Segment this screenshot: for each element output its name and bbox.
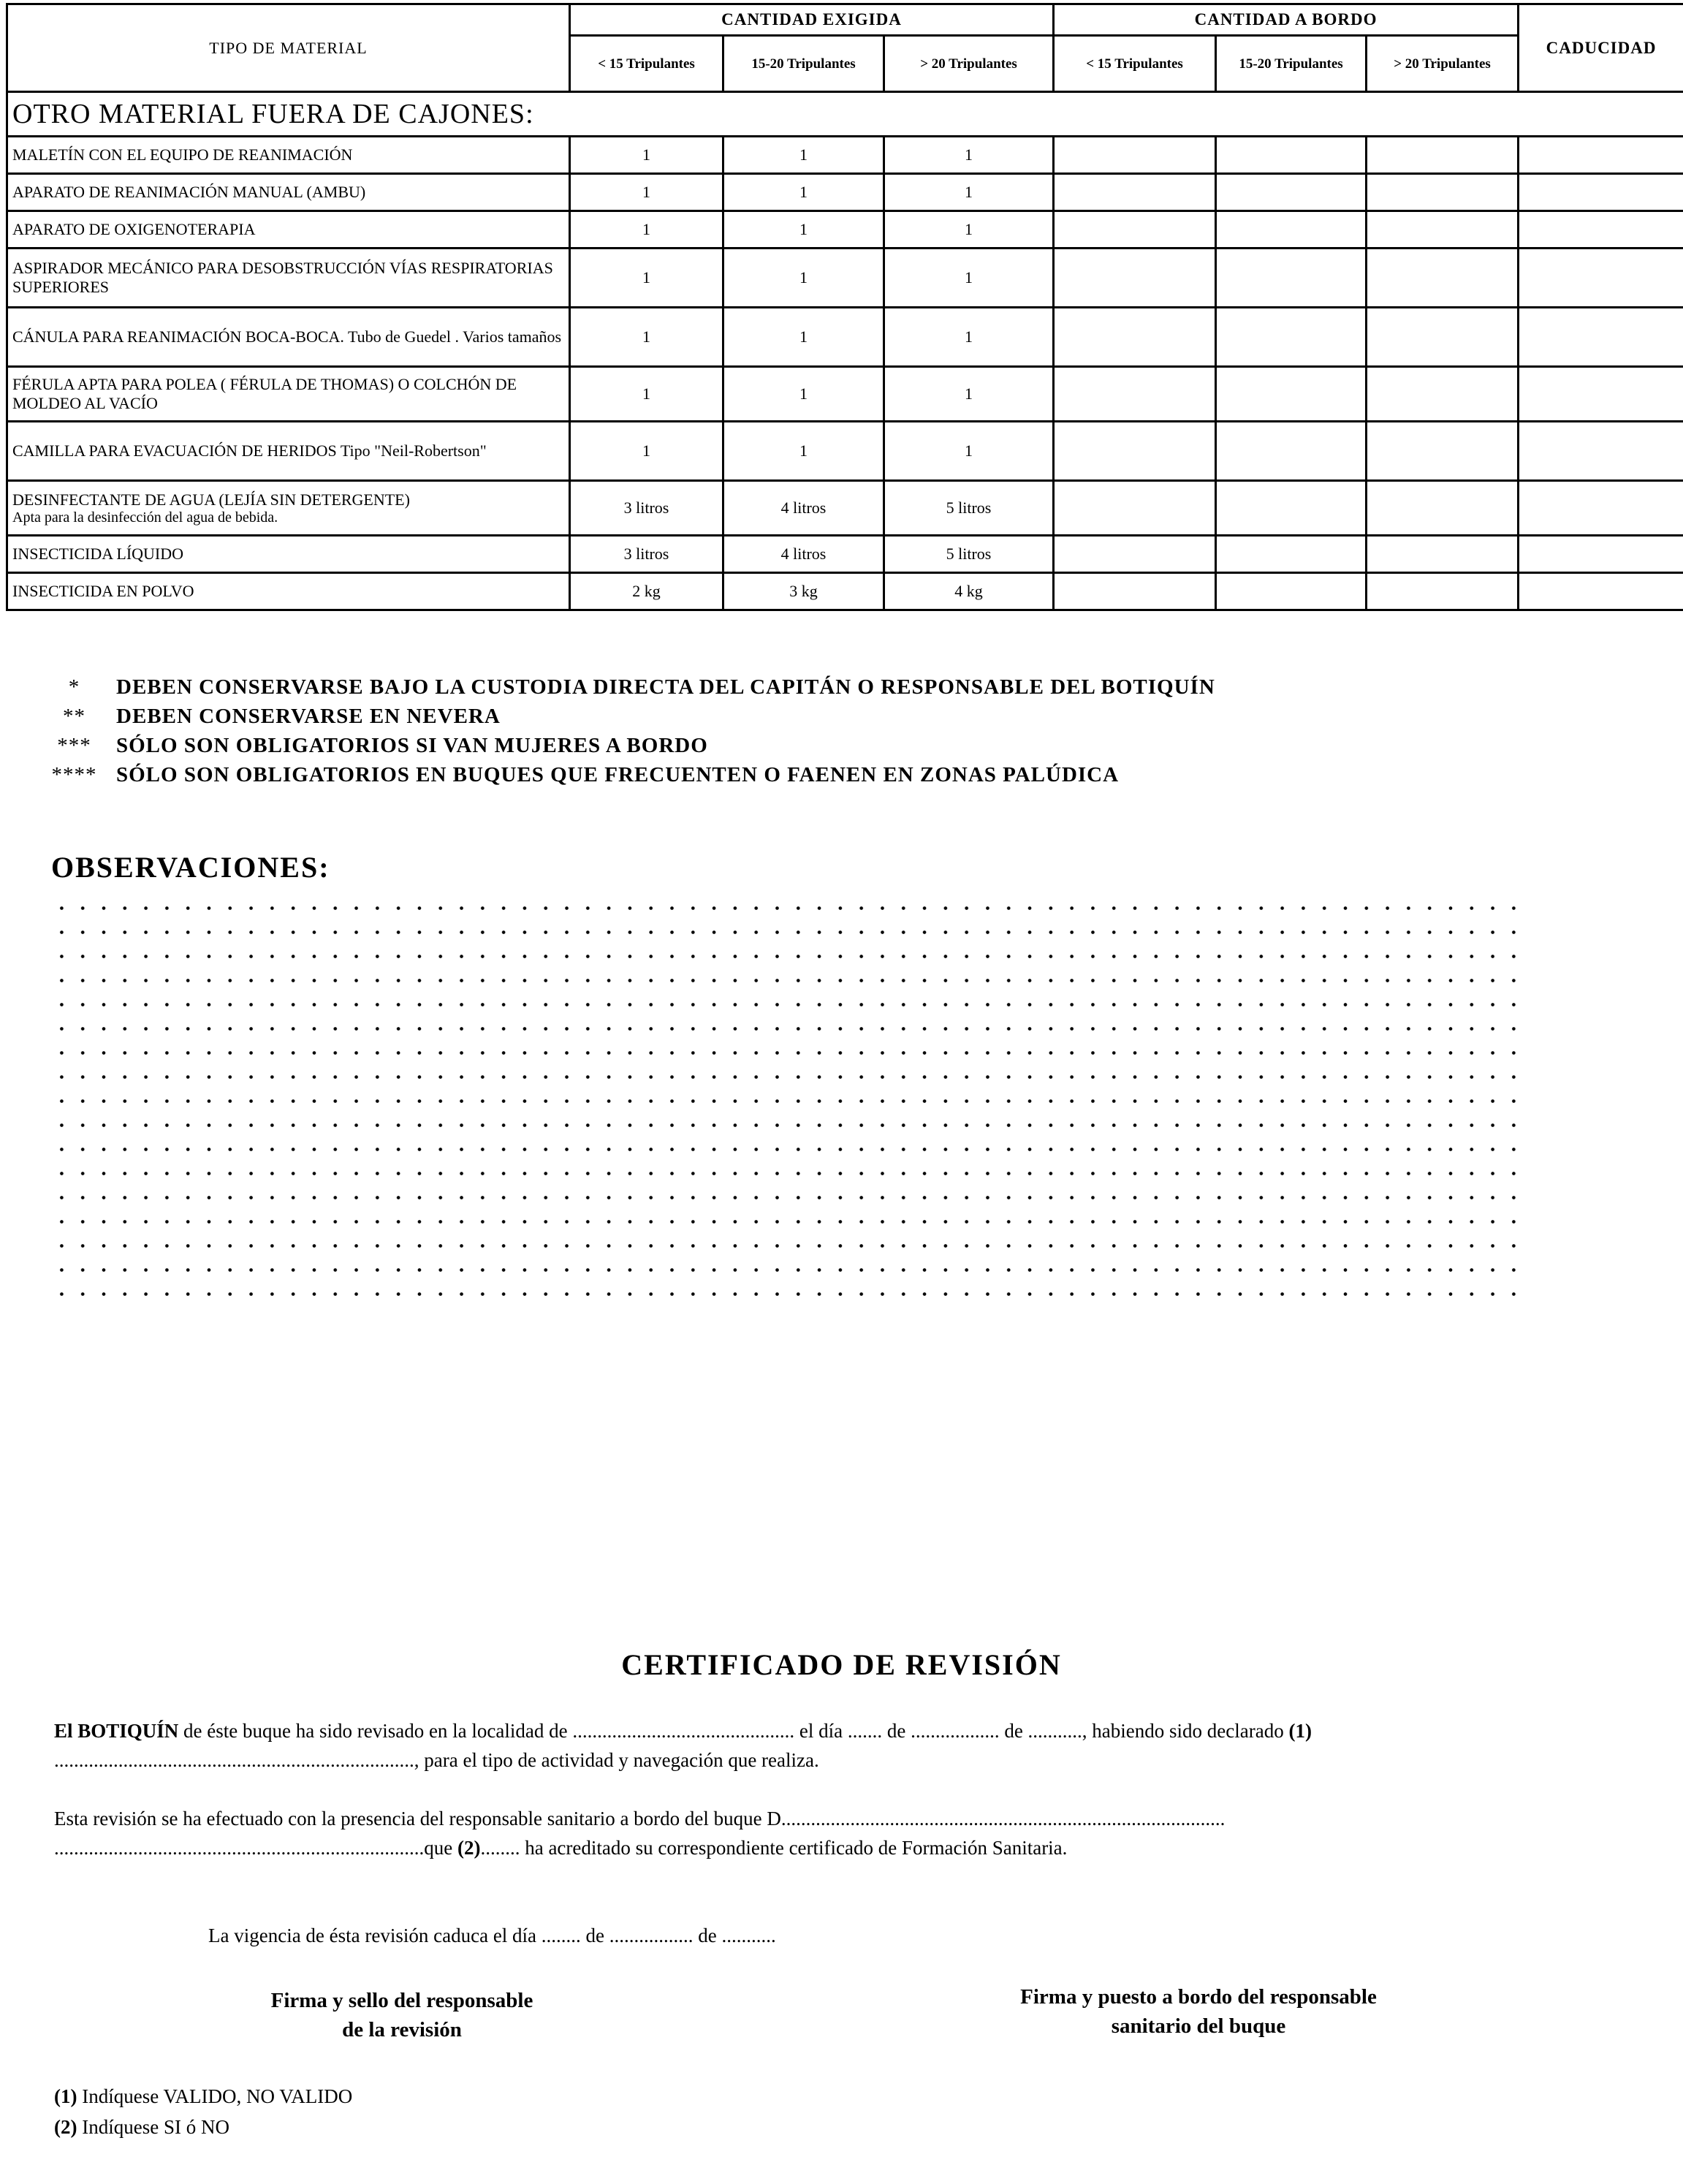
observation-line[interactable]: [51, 1161, 1527, 1186]
caducidad-cell[interactable]: [1519, 249, 1683, 308]
note-text: DEBEN CONSERVARSE EN NEVERA: [116, 704, 501, 728]
cantidad-bordo-cell[interactable]: [1054, 174, 1216, 211]
cantidad-bordo-cell[interactable]: [1367, 174, 1519, 211]
cantidad-exigida-cell: 1: [570, 422, 723, 481]
cantidad-bordo-cell[interactable]: [1054, 573, 1216, 610]
observation-line[interactable]: [51, 1017, 1527, 1041]
botiquin-label: El BOTIQUÍN: [54, 1720, 179, 1742]
observation-line[interactable]: [51, 1186, 1527, 1210]
caducidad-cell[interactable]: [1519, 174, 1683, 211]
cantidad-bordo-cell[interactable]: [1216, 536, 1367, 573]
exigida-col-1: 15-20 Tripulantes: [723, 36, 884, 92]
observation-line[interactable]: [51, 968, 1527, 993]
material-name-text: ASPIRADOR MECÁNICO PARA DESOBSTRUCCIÓN VÍAS RESPIRATORIAS SUPERIORES: [12, 259, 553, 296]
cantidad-exigida-cell: 1: [884, 211, 1054, 249]
cantidad-exigida-cell: 3 litros: [570, 481, 723, 536]
note-mark: ***: [57, 733, 91, 757]
material-table: [6, 3, 1683, 611]
cantidad-exigida-cell: 1: [570, 137, 723, 174]
fn1-num: (1): [54, 2085, 77, 2107]
note-text: SÓLO SON OBLIGATORIOS EN BUQUES QUE FRECUENTEN O FAENEN EN ZONAS PALÚDICA: [116, 762, 1120, 786]
cantidad-bordo-cell[interactable]: [1054, 308, 1216, 367]
cantidad-exigida-cell: 1: [570, 249, 723, 308]
table-row: [7, 174, 1683, 211]
material-name-text: FÉRULA APTA PARA POLEA ( FÉRULA DE THOMAS) O COLCHÓN DE MOLDEO AL VACÍO: [12, 375, 517, 412]
caducidad-cell[interactable]: [1519, 573, 1683, 610]
observation-line[interactable]: [51, 1041, 1527, 1065]
cantidad-exigida-cell: 1: [884, 249, 1054, 308]
caducidad-cell[interactable]: [1519, 137, 1683, 174]
header-caducidad: CADUCIDAD: [1519, 4, 1683, 92]
observation-line[interactable]: [51, 920, 1527, 944]
certificado-paragraph-2: [54, 1804, 1538, 1862]
observation-line[interactable]: [51, 1113, 1527, 1137]
material-name-text: CÁNULA PARA REANIMACIÓN BOCA-BOCA. Tubo de Guedel . Varios tamaños: [12, 327, 562, 346]
table-row: [7, 536, 1683, 573]
material-name-text: DESINFECTANTE DE AGUA (LEJÍA SIN DETERGENTE): [12, 490, 410, 509]
material-name: [7, 573, 570, 610]
cantidad-bordo-cell[interactable]: [1054, 211, 1216, 249]
p2-note-ref: (2): [457, 1837, 481, 1859]
cantidad-exigida-cell: 1: [723, 422, 884, 481]
cantidad-exigida-cell: 1: [570, 308, 723, 367]
header-cantidad-a-bordo: CANTIDAD A BORDO: [1054, 4, 1519, 36]
caducidad-cell[interactable]: [1519, 536, 1683, 573]
table-row: [7, 422, 1683, 481]
cantidad-bordo-cell[interactable]: [1054, 422, 1216, 481]
material-name: [7, 536, 570, 573]
certificado-paragraph-1: [54, 1716, 1538, 1775]
caducidad-cell[interactable]: [1519, 211, 1683, 249]
material-name-text: INSECTICIDA EN POLVO: [12, 582, 194, 600]
footnote-2: [54, 2112, 229, 2142]
observation-line[interactable]: [51, 1258, 1527, 1282]
bordo-col-0: < 15 Tripulantes: [1054, 36, 1216, 92]
cantidad-bordo-cell[interactable]: [1216, 308, 1367, 367]
cantidad-bordo-cell[interactable]: [1216, 481, 1367, 536]
note-item: [32, 731, 1640, 760]
fn2-num: (2): [54, 2116, 77, 2138]
cantidad-exigida-cell: 4 litros: [723, 481, 884, 536]
cantidad-bordo-cell[interactable]: [1367, 422, 1519, 481]
bordo-col-2: > 20 Tripulantes: [1367, 36, 1519, 92]
p1-text-a: de éste buque ha sido revisado en la localidad de ............................................. el día ....... de .................. de ..........., habiendo sido declarado: [178, 1720, 1289, 1742]
table-row: [7, 137, 1683, 174]
cantidad-bordo-cell[interactable]: [1216, 137, 1367, 174]
material-name-text: APARATO DE OXIGENOTERAPIA: [12, 220, 256, 238]
material-name-text: INSECTICIDA LÍQUIDO: [12, 545, 184, 563]
cantidad-exigida-cell: 1: [570, 367, 723, 422]
material-subtext: Apta para la desinfección del agua de bebida.: [12, 509, 278, 526]
p1-text-b: ........................................................................., para el tipo de actividad y navegación que realiza.: [54, 1749, 819, 1771]
note-text: SÓLO SON OBLIGATORIOS SI VAN MUJERES A BORDO: [116, 733, 708, 757]
material-name-text: CAMILLA PARA EVACUACIÓN DE HERIDOS Tipo "Neil-Robertson": [12, 441, 487, 460]
caducidad-cell[interactable]: [1519, 367, 1683, 422]
observation-line[interactable]: [51, 1065, 1527, 1089]
cantidad-exigida-cell: 1: [723, 308, 884, 367]
caducidad-cell[interactable]: [1519, 422, 1683, 481]
cantidad-exigida-cell: 1: [723, 137, 884, 174]
note-text: DEBEN CONSERVARSE BAJO LA CUSTODIA DIRECTA DEL CAPITÁN O RESPONSABLE DEL BOTIQUÍN: [116, 675, 1215, 699]
footnote-1: [54, 2082, 352, 2111]
cantidad-exigida-cell: 4 kg: [884, 573, 1054, 610]
observation-line[interactable]: [51, 1137, 1527, 1161]
cantidad-exigida-cell: 1: [884, 137, 1054, 174]
sig1-line1: Firma y sello del responsable: [270, 1989, 533, 2012]
note-mark: ****: [51, 762, 97, 786]
p2-text-b: ........ ha acreditado su correspondiente certificado de Formación Sanitaria.: [480, 1837, 1068, 1859]
cantidad-exigida-cell: 1: [570, 174, 723, 211]
sig2-line1: Firma y puesto a bordo del responsable: [1020, 1985, 1377, 2009]
cantidad-exigida-cell: 1: [723, 174, 884, 211]
cantidad-bordo-cell[interactable]: [1367, 536, 1519, 573]
fn2-text: Indíquese SI ó NO: [77, 2116, 229, 2138]
fn1-text: Indíquese VALIDO, NO VALIDO: [77, 2085, 353, 2107]
cantidad-bordo-cell[interactable]: [1367, 573, 1519, 610]
cantidad-exigida-cell: 1: [884, 422, 1054, 481]
material-name-text: APARATO DE REANIMACIÓN MANUAL (AMBU): [12, 183, 366, 201]
exigida-col-2: > 20 Tripulantes: [884, 36, 1054, 92]
material-name-text: MALETÍN CON EL EQUIPO DE REANIMACIÓN: [12, 145, 353, 164]
header-tipo-material: TIPO DE MATERIAL: [7, 4, 570, 92]
cantidad-bordo-cell[interactable]: [1054, 536, 1216, 573]
signature-block-sanitario: [950, 1982, 1447, 2041]
signature-block-revisor: [183, 1986, 621, 2044]
cantidad-bordo-cell[interactable]: [1216, 249, 1367, 308]
observation-line[interactable]: [51, 1234, 1527, 1258]
cantidad-bordo-cell[interactable]: [1367, 249, 1519, 308]
cantidad-bordo-cell[interactable]: [1367, 367, 1519, 422]
cantidad-bordo-cell[interactable]: [1216, 211, 1367, 249]
table-row: [7, 367, 1683, 422]
exigida-col-0: < 15 Tripulantes: [570, 36, 723, 92]
material-name: [7, 422, 570, 481]
cantidad-exigida-cell: 1: [723, 249, 884, 308]
cantidad-exigida-cell: 3 litros: [570, 536, 723, 573]
table-row: [7, 211, 1683, 249]
cantidad-bordo-cell[interactable]: [1216, 174, 1367, 211]
cantidad-exigida-cell: 1: [884, 174, 1054, 211]
observation-line[interactable]: [51, 1089, 1527, 1113]
cantidad-bordo-cell[interactable]: [1367, 308, 1519, 367]
observaciones-lines: [51, 896, 1527, 1306]
cantidad-exigida-cell: 2 kg: [570, 573, 723, 610]
cantidad-bordo-cell[interactable]: [1216, 422, 1367, 481]
material-name: [7, 211, 570, 249]
cantidad-exigida-cell: 1: [884, 367, 1054, 422]
note-mark: **: [63, 704, 86, 728]
sig2-line2: sanitario del buque: [1111, 2014, 1286, 2038]
cantidad-exigida-cell: 5 litros: [884, 536, 1054, 573]
material-name: [7, 249, 570, 308]
cantidad-bordo-cell[interactable]: [1216, 573, 1367, 610]
cantidad-exigida-cell: 1: [884, 308, 1054, 367]
note-item: [32, 672, 1640, 702]
cantidad-exigida-cell: 1: [723, 211, 884, 249]
certificado-title: CERTIFICADO DE REVISIÓN: [621, 1648, 1062, 1681]
cantidad-bordo-cell[interactable]: [1367, 481, 1519, 536]
table-row: [7, 481, 1683, 536]
cantidad-exigida-cell: 1: [723, 367, 884, 422]
observation-line[interactable]: [51, 1210, 1527, 1234]
observation-line[interactable]: [51, 1282, 1527, 1306]
cantidad-bordo-cell[interactable]: [1054, 249, 1216, 308]
notes-list: [32, 672, 1640, 789]
material-name: [7, 137, 570, 174]
caducidad-cell[interactable]: [1519, 308, 1683, 367]
bordo-col-1: 15-20 Tripulantes: [1216, 36, 1367, 92]
observaciones-title: OBSERVACIONES:: [51, 851, 330, 884]
cantidad-bordo-cell[interactable]: [1054, 137, 1216, 174]
cantidad-bordo-cell[interactable]: [1367, 137, 1519, 174]
cantidad-exigida-cell: 3 kg: [723, 573, 884, 610]
p1-note-ref: (1): [1288, 1720, 1312, 1742]
cantidad-bordo-cell[interactable]: [1054, 367, 1216, 422]
material-name: [7, 481, 570, 536]
cantidad-exigida-cell: 4 litros: [723, 536, 884, 573]
caducidad-cell[interactable]: [1519, 481, 1683, 536]
cantidad-bordo-cell[interactable]: [1054, 481, 1216, 536]
note-item: [32, 760, 1640, 789]
table-row: [7, 573, 1683, 610]
note-mark: *: [68, 675, 80, 699]
material-name: [7, 174, 570, 211]
material-name: [7, 308, 570, 367]
table-row: [7, 249, 1683, 308]
cantidad-exigida-cell: 5 litros: [884, 481, 1054, 536]
table-row: [7, 308, 1683, 367]
cantidad-bordo-cell[interactable]: [1367, 211, 1519, 249]
observation-line[interactable]: [51, 993, 1527, 1017]
cantidad-bordo-cell[interactable]: [1216, 367, 1367, 422]
note-item: [32, 702, 1640, 731]
cantidad-exigida-cell: 1: [570, 211, 723, 249]
sig1-line2: de la revisión: [342, 2018, 462, 2041]
material-name: [7, 367, 570, 422]
observation-line[interactable]: [51, 944, 1527, 968]
vigencia-line: La vigencia de ésta revisión caduca el día ........ de ................. de ...........: [208, 1925, 776, 1946]
observation-line[interactable]: [51, 896, 1527, 920]
section-title: OTRO MATERIAL FUERA DE CAJONES:: [7, 92, 1683, 137]
p2-text-a: Esta revisión se ha efectuado con la presencia del responsable sanitario a bordo del buque D.......................................................................................... ...........................................................................que: [54, 1808, 1226, 1859]
header-cantidad-exigida: CANTIDAD EXIGIDA: [570, 4, 1054, 36]
